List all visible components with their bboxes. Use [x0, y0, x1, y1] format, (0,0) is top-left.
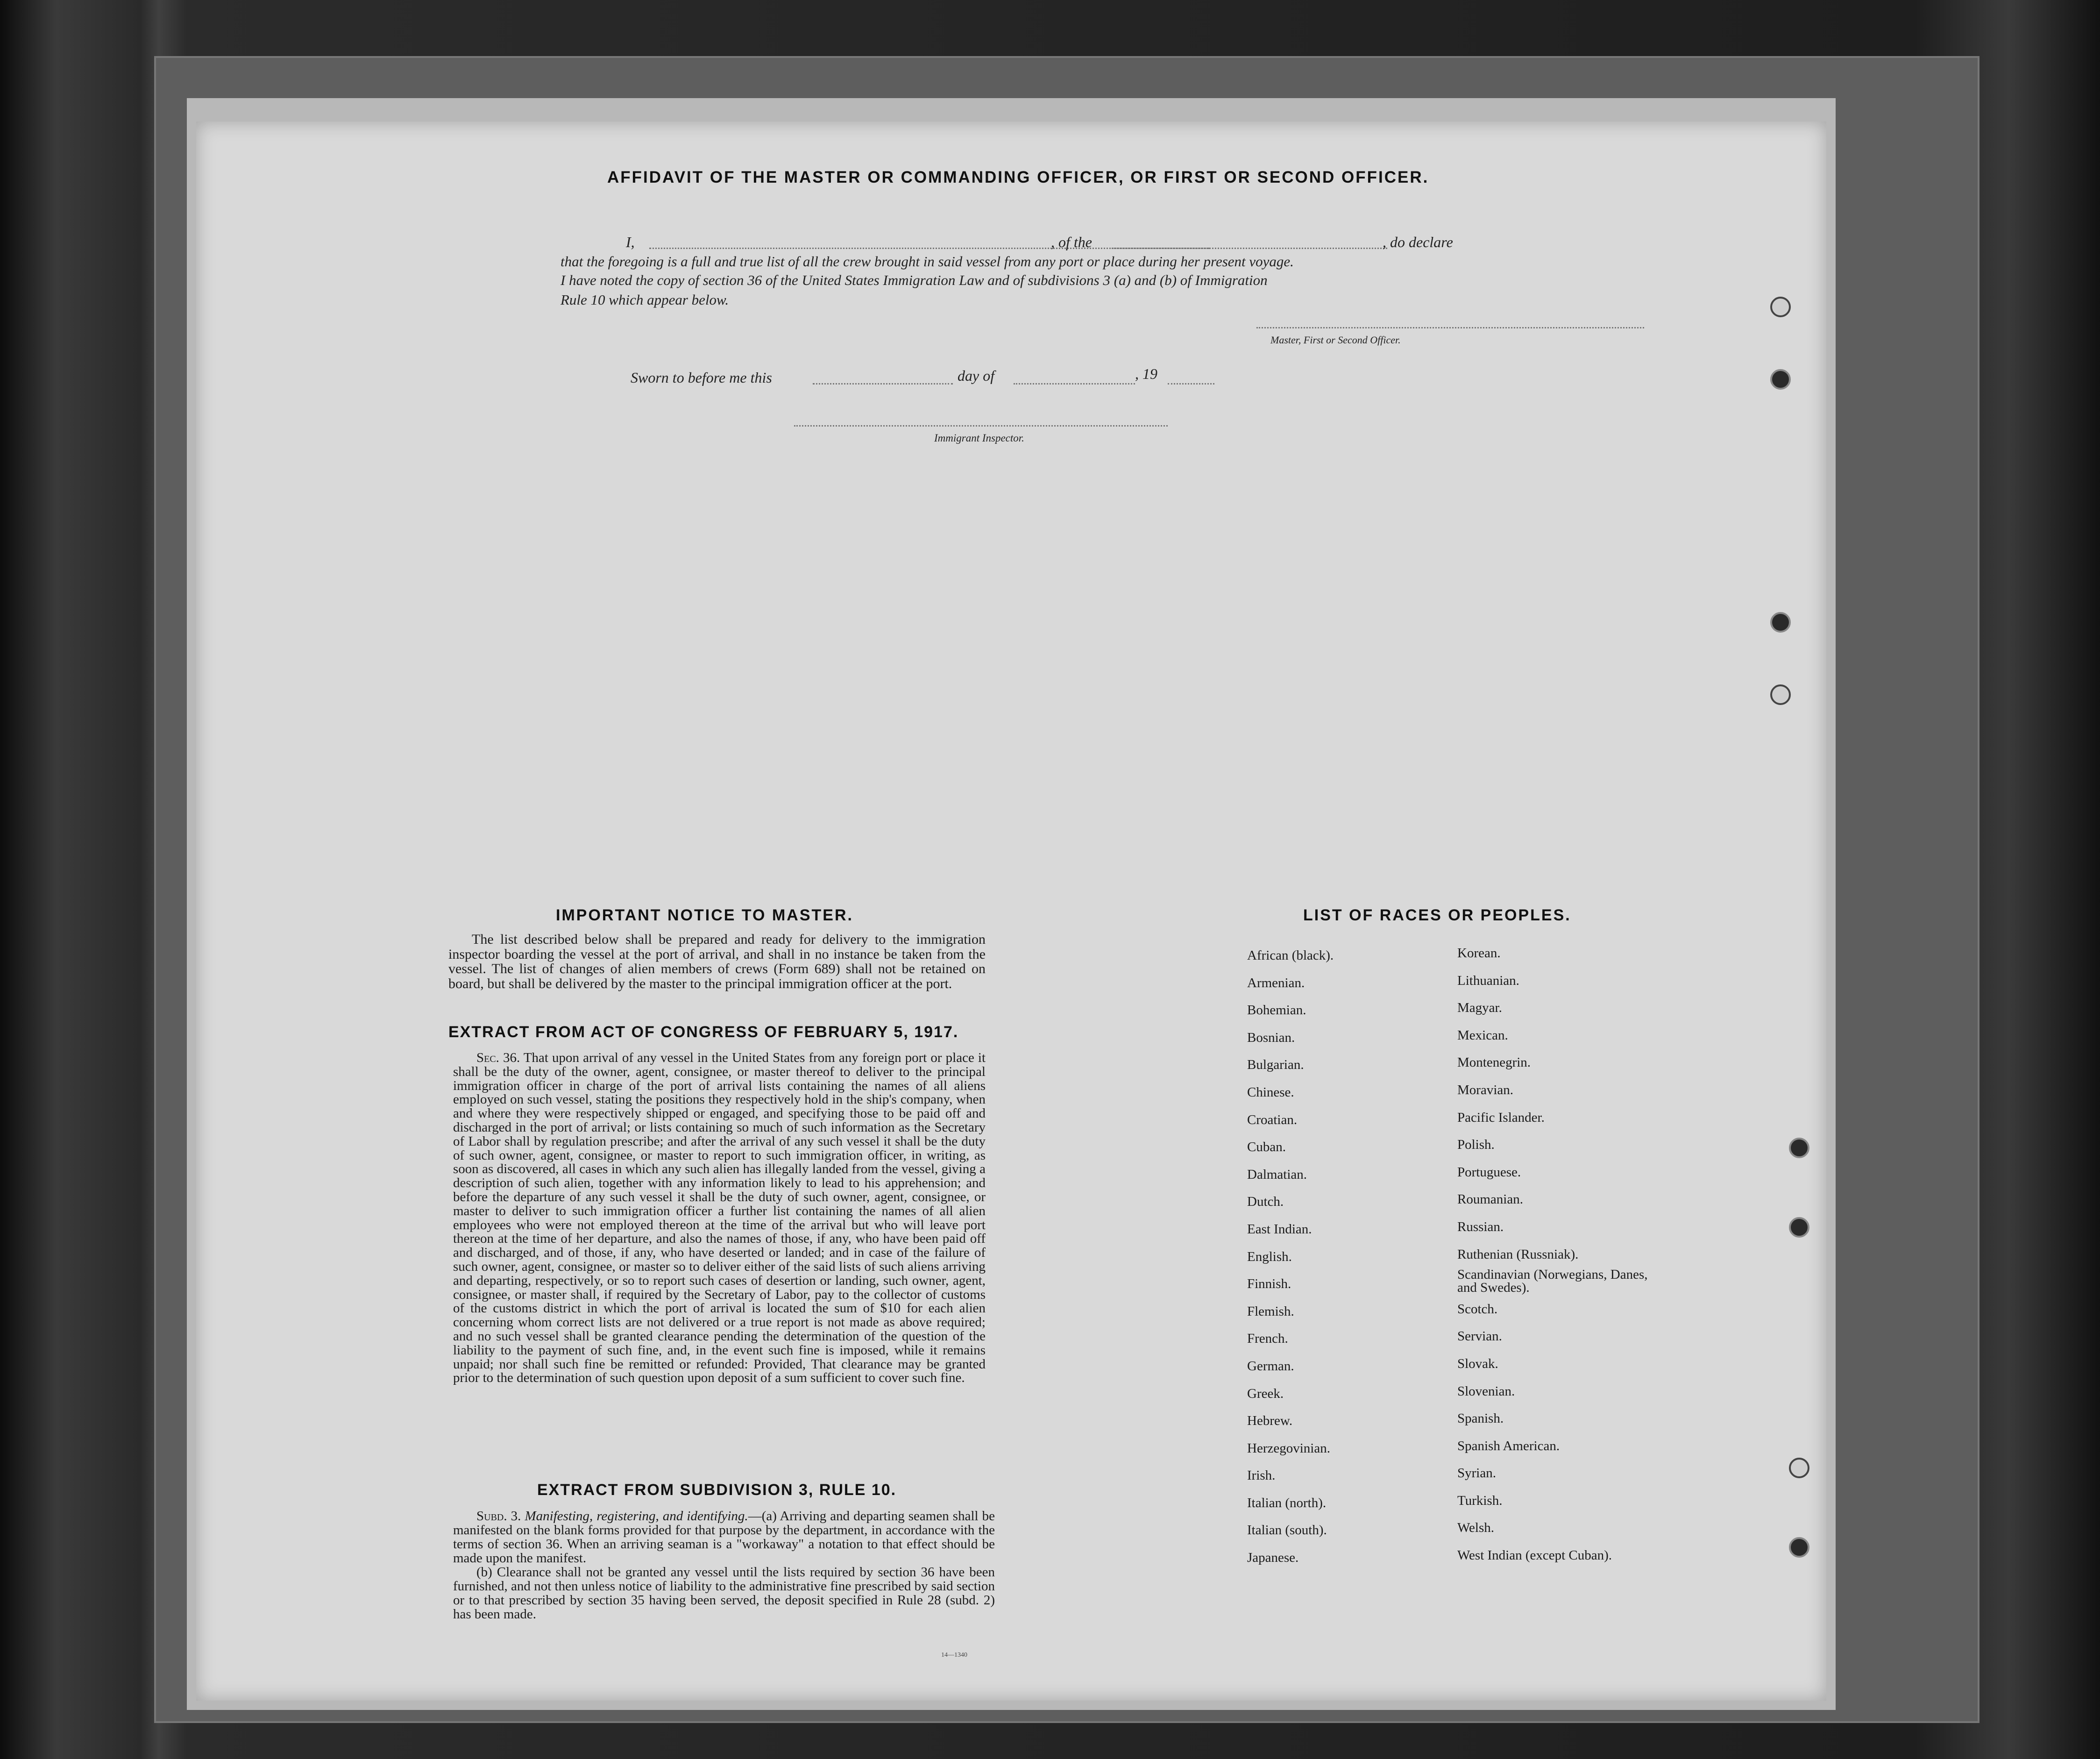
races-left-column: [1247, 948, 1443, 1578]
punch-hole-icon: [1789, 1458, 1809, 1478]
race-item: Slovenian.: [1457, 1383, 1515, 1399]
extract-rule-title: EXTRACT FROM SUBDIVISION 3, RULE 10.: [537, 1481, 897, 1499]
race-item: Flemish.: [1247, 1303, 1294, 1319]
race-item: Chinese.: [1247, 1084, 1294, 1100]
race-item: African (black).: [1247, 948, 1334, 963]
section-label: Sec. 36.: [476, 1050, 520, 1065]
year-label: , 19: [1135, 365, 1157, 382]
race-item: French.: [1247, 1331, 1288, 1346]
subd-a-paragraph: [453, 1509, 995, 1565]
subd-heading: Manifesting, registering, and identifying.: [525, 1509, 748, 1524]
race-item: Croatian.: [1247, 1112, 1298, 1127]
extract-act-title: EXTRACT FROM ACT OF CONGRESS OF FEBRUARY 5, 1917.: [448, 1023, 959, 1041]
race-item: Pacific Islander.: [1457, 1110, 1545, 1125]
race-item: Bosnian.: [1247, 1030, 1295, 1045]
punch-hole-icon: [1770, 369, 1791, 390]
inspector-signature-label: Immigrant Inspector.: [934, 432, 1024, 444]
form-number: 14—1340: [941, 1652, 967, 1659]
race-item: Syrian.: [1457, 1466, 1496, 1481]
section-36-paragraph: [453, 1051, 986, 1385]
race-item: Russian.: [1457, 1219, 1504, 1234]
notice-text: [448, 932, 986, 991]
race-item: Magyar.: [1457, 1000, 1502, 1016]
races-right-column: [1457, 946, 1677, 1576]
subd-b-paragraph: (b) Clearance shall not be granted any vessel until the lists required by section 36 have been furnished, and not then unless notice of liability to the administrative fine prescribed by said section or to that prescribed by section 35 having been served, the deposit specified in Rule 28 (subd. 2) has been made.: [453, 1565, 995, 1622]
sworn-day-blank[interactable]: [813, 383, 953, 385]
race-item: Spanish.: [1457, 1411, 1504, 1426]
race-item: Italian (south).: [1247, 1523, 1327, 1538]
affidavit-i: I,: [626, 234, 635, 250]
race-item: Greek.: [1247, 1386, 1284, 1401]
race-item: Welsh.: [1457, 1520, 1495, 1536]
extract-rule-text: [453, 1509, 995, 1621]
punch-hole-icon: [1789, 1537, 1809, 1558]
race-item: Mexican.: [1457, 1027, 1508, 1043]
race-item: Finnish.: [1247, 1276, 1291, 1292]
race-item: Roumanian.: [1457, 1192, 1523, 1207]
master-signature-label: Master, First or Second Officer.: [1270, 334, 1401, 346]
month-blank[interactable]: [1014, 383, 1135, 385]
punch-hole-icon: [1789, 1217, 1809, 1238]
races-title: LIST OF RACES OR PEOPLES.: [1303, 906, 1571, 924]
notice-paragraph: The list described below shall be prepared and ready for delivery to the immigration inspector boarding the vessel at the port of arrival, and shall in no instance be taken from the vessel. The list of changes of alien members of crews (Form 689) shall not be retained on board, but shall be delivered by the master to the principal immigration officer at the port.: [448, 932, 986, 991]
race-item: Herzegovinian.: [1247, 1440, 1330, 1456]
race-item: Scandinavian (Norwegians, Danes, and Swedes).: [1457, 1267, 1648, 1296]
race-item: Turkish.: [1457, 1493, 1503, 1508]
race-item: Lithuanian.: [1457, 973, 1519, 988]
punch-hole-icon: [1770, 612, 1791, 633]
race-item: Korean.: [1457, 946, 1501, 961]
affidavit-of-the: , of the: [1051, 234, 1092, 250]
race-item: Scotch.: [1457, 1301, 1498, 1317]
section-36-text: That upon arrival of any vessel in the United States from any foreign port or place it shall be the duty of the owner, agent, consignee, or master thereof to deliver to the principal immigration officer in charge of the port of arrival lists containing the names of all aliens employed on such vessel, stating the positions they respectively hold in the ship's company, when and where they were respectively shipped or engaged, and specifying those to be paid off and discharged in the port of arrival; or lists containing so much of such information as the Secretary of Labor shall by regulation prescribe; and after the arrival of any such vessel it shall be the duty of such owner, agent, consignee, or master to report to such immigration officer, in writing, as soon as discovered, all cases in which any such alien has illegally landed from the vessel, giving a description of such alien, together with any information likely to lead to his apprehension; and before the departure of any such vessel it shall be the duty of such owner, agent, consignee, or master to deliver to such immigration officer a further list containing the names of all alien employees who were not employed thereon at the time of the arrival but who will leave port thereon at the time of her departure, and also the names of those, if any, who have been paid off and discharged, and of those, if any, who have deserted or landed; and in case of the failure of such owner, agent, consignee, or master so to deliver either of the said lists of such aliens arriving and departing, respectively, or so to report such cases of desertion or landing, such owner, agent, consignee, or master shall, if required by the Secretary of Labor, pay to the collector of customs of the customs district in which the port of arrival is located the sum of $10 for each alien concerning whom correct lists are not delivered or a true report is not made as above required; and no such vessel shall be granted clearance pending the determination of the question of the liability to the payment of such fine, and, in the event such fine is imposed, while it remains unpaid; nor shall such fine be remitted or refunded: Provided, That clearance may be granted prior to the determination of such question upon deposit of a sum sufficient to cover such fine.: [453, 1050, 986, 1386]
punch-hole-icon: [1770, 297, 1791, 317]
vessel-blank[interactable]: [1112, 248, 1387, 249]
race-item: Portuguese.: [1457, 1164, 1521, 1180]
race-item: West Indian (except Cuban).: [1457, 1548, 1612, 1563]
race-item: Slovak.: [1457, 1356, 1498, 1371]
race-item: Ruthenian (Russniak).: [1457, 1246, 1579, 1262]
extract-act-text: [453, 1051, 986, 1385]
race-item: Dutch.: [1247, 1194, 1284, 1210]
affidavit-declare: , do declare: [1383, 234, 1453, 250]
manifest-sheet: [196, 121, 1826, 1701]
race-item: Dalmatian.: [1247, 1167, 1307, 1182]
race-item: English.: [1247, 1249, 1292, 1264]
race-item: Spanish American.: [1457, 1438, 1560, 1453]
race-item: Italian (north).: [1247, 1495, 1327, 1510]
race-item: Servian.: [1457, 1329, 1502, 1344]
sworn-label: Sworn to before me this: [631, 369, 772, 386]
race-item: East Indian.: [1247, 1221, 1312, 1237]
year-blank[interactable]: [1168, 383, 1214, 385]
punch-hole-icon: [1789, 1138, 1809, 1158]
day-of-label: day of: [958, 367, 995, 384]
race-item: German.: [1247, 1358, 1294, 1374]
race-item: Irish.: [1247, 1468, 1276, 1483]
race-item: Bohemian.: [1247, 1003, 1306, 1018]
subd-a-text: —(a) Arriving and departing seamen shall be manifested on the blank forms provided for that purpose by the department, in accordance with the terms of section 36. When an arriving seaman is a "workaway" a notation to that effect should be made upon the manifest.: [453, 1509, 995, 1566]
master-signature-line[interactable]: [1256, 327, 1644, 328]
race-item: Japanese.: [1247, 1550, 1299, 1566]
race-item: Hebrew.: [1247, 1413, 1293, 1429]
notice-title: IMPORTANT NOTICE TO MASTER.: [556, 906, 853, 924]
inspector-signature-line[interactable]: [794, 425, 1168, 427]
subd-label: Subd. 3.: [476, 1509, 521, 1524]
punch-hole-icon: [1770, 684, 1791, 705]
race-item: Polish.: [1457, 1137, 1495, 1153]
race-item: Armenian.: [1247, 975, 1305, 990]
affidavit-line4: Rule 10 which appear below.: [560, 292, 729, 308]
affidavit-title: AFFIDAVIT OF THE MASTER OR COMMANDING OFFICER, OR FIRST OR SECOND OFFICER.: [607, 168, 1429, 186]
affidavit-line2: that the foregoing is a full and true list of all the crew brought in said vessel from any port or place during her present voyage.: [560, 253, 1294, 270]
race-item: Moravian.: [1457, 1082, 1513, 1097]
race-item: Bulgarian.: [1247, 1057, 1304, 1073]
affidavit-line3: I have noted the copy of section 36 of the United States Immigration Law and of subdivisions 3 (a) and (b) of Immigration: [560, 272, 1268, 288]
race-item: Cuban.: [1247, 1139, 1286, 1155]
race-item: Montenegrin.: [1457, 1055, 1531, 1070]
